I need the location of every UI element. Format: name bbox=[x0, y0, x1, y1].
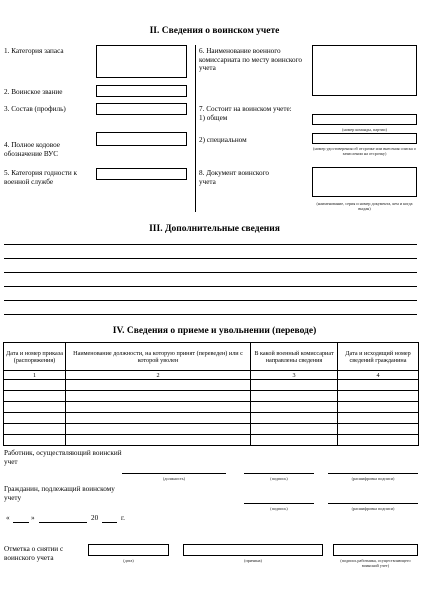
reserve-category-label: 1. Категория запаса bbox=[4, 47, 64, 55]
citizen-label: Гражданин, подлежащий воинскому учету bbox=[4, 485, 115, 502]
table-row[interactable] bbox=[4, 424, 419, 435]
column-header: Дата и исходящий номер сведений гражданина bbox=[338, 343, 419, 371]
composition-label: 3. Состав (профиль) bbox=[4, 105, 66, 113]
date-close-quote: » bbox=[31, 514, 35, 522]
removal-reason-field[interactable] bbox=[183, 544, 323, 556]
column-number: 1 bbox=[4, 371, 66, 380]
citizen-decoding-line[interactable] bbox=[328, 503, 418, 504]
removal-date-note: (дата) bbox=[123, 558, 134, 563]
column-number: 3 bbox=[251, 371, 338, 380]
employment-table bbox=[3, 342, 419, 446]
additional-line-3[interactable] bbox=[4, 272, 417, 273]
date-day-line[interactable] bbox=[13, 522, 29, 523]
special-number-field[interactable] bbox=[312, 133, 417, 144]
general-label: 1) общем bbox=[199, 114, 228, 122]
military-rank-field[interactable] bbox=[96, 85, 187, 97]
additional-line-5[interactable] bbox=[4, 300, 417, 301]
decoding-note: (расшифровка подписи) bbox=[351, 476, 395, 481]
registered-label: 7. Состоит на воинском учете: bbox=[199, 105, 292, 113]
table-row[interactable] bbox=[4, 413, 419, 424]
table-number-row bbox=[4, 371, 419, 380]
commissariat-label: 6. Наименование военного комиссариата по месту воинского учета bbox=[199, 47, 302, 73]
removal-sign-note: (подпись работника, осуществляющего воинский учет) bbox=[340, 558, 411, 568]
employee-label: Работник, осуществляющий воинский учет bbox=[4, 449, 122, 466]
decoding-note-2: (расшифровка подписи) bbox=[351, 506, 395, 511]
special-label: 2) специальном bbox=[199, 136, 247, 144]
year-prefix: 20 bbox=[91, 514, 99, 522]
fitness-category-field[interactable] bbox=[96, 168, 187, 180]
military-rank-label: 2. Воинское звание bbox=[4, 88, 63, 96]
team-number-field[interactable] bbox=[312, 114, 417, 125]
additional-line-6[interactable] bbox=[4, 314, 417, 315]
signature-note-2: (подпись) bbox=[270, 506, 288, 511]
year-suffix: г. bbox=[121, 514, 125, 522]
removal-sign-field[interactable] bbox=[333, 544, 418, 556]
additional-line-4[interactable] bbox=[4, 286, 417, 287]
section-3-title: III. Дополнительные сведения bbox=[149, 224, 280, 234]
reserve-category-field[interactable] bbox=[96, 45, 187, 78]
table-row[interactable] bbox=[4, 391, 419, 402]
column-header: В какой военный комиссариат направлены сведения bbox=[251, 343, 338, 371]
employee-position-line[interactable] bbox=[122, 473, 226, 474]
employee-signature-line[interactable] bbox=[244, 473, 314, 474]
document-label: 8. Документ воинского учета bbox=[199, 169, 269, 186]
signature-note: (подпись) bbox=[270, 476, 288, 481]
team-number-note: (номер команды, партии) bbox=[342, 127, 387, 132]
document-field[interactable] bbox=[312, 167, 417, 197]
composition-field[interactable] bbox=[96, 103, 187, 115]
removal-reason-note: (причина) bbox=[244, 558, 262, 563]
table-row[interactable] bbox=[4, 435, 419, 446]
date-open-quote: « bbox=[6, 514, 10, 522]
vus-code-field[interactable] bbox=[96, 132, 187, 146]
section-2-divider bbox=[195, 45, 196, 212]
date-month-line[interactable] bbox=[39, 522, 87, 523]
table-row[interactable] bbox=[4, 402, 419, 413]
additional-line-1[interactable] bbox=[4, 244, 417, 245]
section-4-title: IV. Сведения о приеме и увольнении (переводе) bbox=[112, 326, 317, 336]
removal-label: Отметка о снятии с воинского учета bbox=[4, 545, 64, 562]
citizen-signature-line[interactable] bbox=[244, 503, 314, 504]
employee-decoding-line[interactable] bbox=[328, 473, 418, 474]
removal-date-field[interactable] bbox=[88, 544, 169, 556]
commissariat-field[interactable] bbox=[312, 45, 417, 96]
column-number: 4 bbox=[338, 371, 419, 380]
fitness-category-label: 5. Категория годности к военной службе bbox=[4, 169, 78, 186]
position-note: (должность) bbox=[163, 476, 185, 481]
additional-line-2[interactable] bbox=[4, 258, 417, 259]
table-header-row bbox=[4, 343, 419, 371]
special-number-note: (номер удостоверения об отсрочке или внесения списка о зачислении на отсрочку) bbox=[313, 146, 416, 156]
section-2-title: II. Сведения о воинском учете bbox=[149, 26, 280, 36]
vus-code-label: 4. Полное кодовое обозначение ВУС bbox=[4, 141, 60, 158]
table-row[interactable] bbox=[4, 380, 419, 391]
document-note: (наименование, серия и номер документа, кем и когда выдан) bbox=[316, 201, 413, 211]
column-header: Наименование должности, на которую принят (переведен) или с которой уволен bbox=[66, 343, 251, 371]
column-header: Дата и номер приказа (распоряжения) bbox=[4, 343, 66, 371]
column-number: 2 bbox=[66, 371, 251, 380]
date-year-line[interactable] bbox=[102, 522, 117, 523]
